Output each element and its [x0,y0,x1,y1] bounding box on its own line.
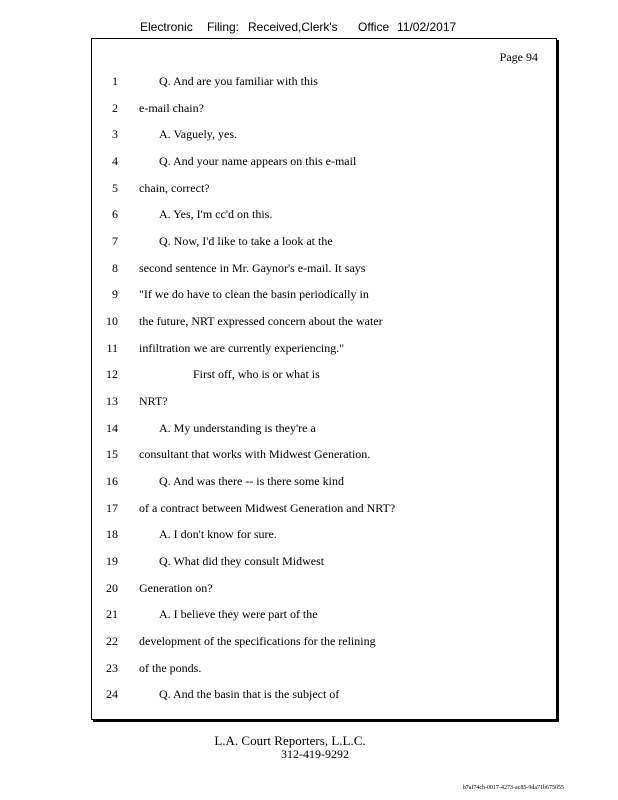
line-number: 21 [106,607,118,621]
line-text: of a contract between Midwest Generation and NRT? [139,501,396,515]
line-number: 8 [112,261,118,275]
line-number: 20 [106,581,118,595]
filing-header-date: 11/02/2017 [397,20,457,34]
transcript-line [0,421,618,439]
transcript-line [0,581,618,599]
line-number: 23 [106,661,118,675]
line-text: second sentence in Mr. Gaynor's e-mail. It says [139,261,366,275]
line-text: chain, correct? [139,181,210,195]
line-text: the future, NRT expressed concern about the water [139,314,383,328]
line-number: 24 [106,687,118,701]
transcript-line [0,207,618,225]
transcript-line [0,101,618,119]
line-text: Q. And the basin that is the subject of [159,687,340,701]
line-number: 18 [106,527,118,541]
transcript-line [0,474,618,492]
line-text: A. My understanding is they're a [159,421,316,435]
line-text: Q. And was there -- is there some kind [159,474,344,488]
line-text: First off, who is or what is [193,367,320,381]
line-text: consultant that works with Midwest Generation. [139,447,371,461]
line-text: Q. What did they consult Midwest [159,554,325,568]
line-number: 13 [106,394,118,408]
transcript-line [0,527,618,545]
electronic-filing-header [0,20,618,38]
filing-header-received: Received,Clerk's [248,20,338,34]
line-number: 7 [112,234,118,248]
line-text: e-mail chain? [139,101,204,115]
line-number: 4 [112,154,118,168]
line-text: A. Vaguely, yes. [159,127,237,141]
transcript-line [0,554,618,572]
transcript-line [0,127,618,145]
document-hash: b7af74cb-0017-4273-ac85-9da71b675055 [462,785,564,791]
transcript-line [0,341,618,359]
transcript-line [0,181,618,199]
line-text: of the ponds. [139,661,202,675]
line-number: 3 [112,127,118,141]
line-text: development of the specifications for the relining [139,634,376,648]
line-text: NRT? [139,394,168,408]
transcript-line [0,607,618,625]
reporter-phone: 312-419-9292 [281,747,349,761]
line-number: 14 [106,421,118,435]
transcript-line [0,661,618,679]
line-text: "If we do have to clean the basin periodically in [139,287,369,301]
reporter-company: L.A. Court Reporters, L.L.C. [214,733,366,748]
line-number: 1 [112,74,118,88]
line-text: Q. And your name appears on this e-mail [159,154,357,168]
transcript-line [0,287,618,305]
line-text: A. Yes, I'm cc'd on this. [159,207,273,221]
line-text: infiltration we are currently experiencing." [139,341,345,355]
transcript-line [0,447,618,465]
line-number: 22 [106,634,118,648]
transcript-line [0,394,618,412]
line-text: Q. Now, I'd like to take a look at the [159,234,333,248]
line-number: 6 [112,207,118,221]
line-text: A. I don't know for sure. [159,527,277,541]
transcript-line [0,74,618,92]
line-number: 5 [112,181,118,195]
transcript-line [0,634,618,652]
line-number: 15 [106,447,118,461]
page-number: Page 94 [499,50,538,64]
transcript-line [0,154,618,172]
transcript-line [0,261,618,279]
transcript-line [0,367,618,385]
line-number: 11 [106,341,118,355]
line-number: 19 [106,554,118,568]
transcript-line [0,687,618,705]
transcript-line [0,234,618,252]
line-text: A. I believe they were part of the [159,607,318,621]
filing-header-label: Electronic [140,20,193,34]
transcript-line [0,314,618,332]
line-number: 9 [112,287,118,301]
line-number: 12 [106,367,118,381]
transcript-line [0,501,618,519]
line-number: 17 [106,501,118,515]
line-text: Generation on? [139,581,213,595]
line-text: Q. And are you familiar with this [159,74,318,88]
line-number: 2 [112,101,118,115]
filing-header-office: Office [358,20,390,34]
line-number: 10 [106,314,118,328]
filing-header-filing: Filing: [207,20,240,34]
line-number: 16 [106,474,118,488]
